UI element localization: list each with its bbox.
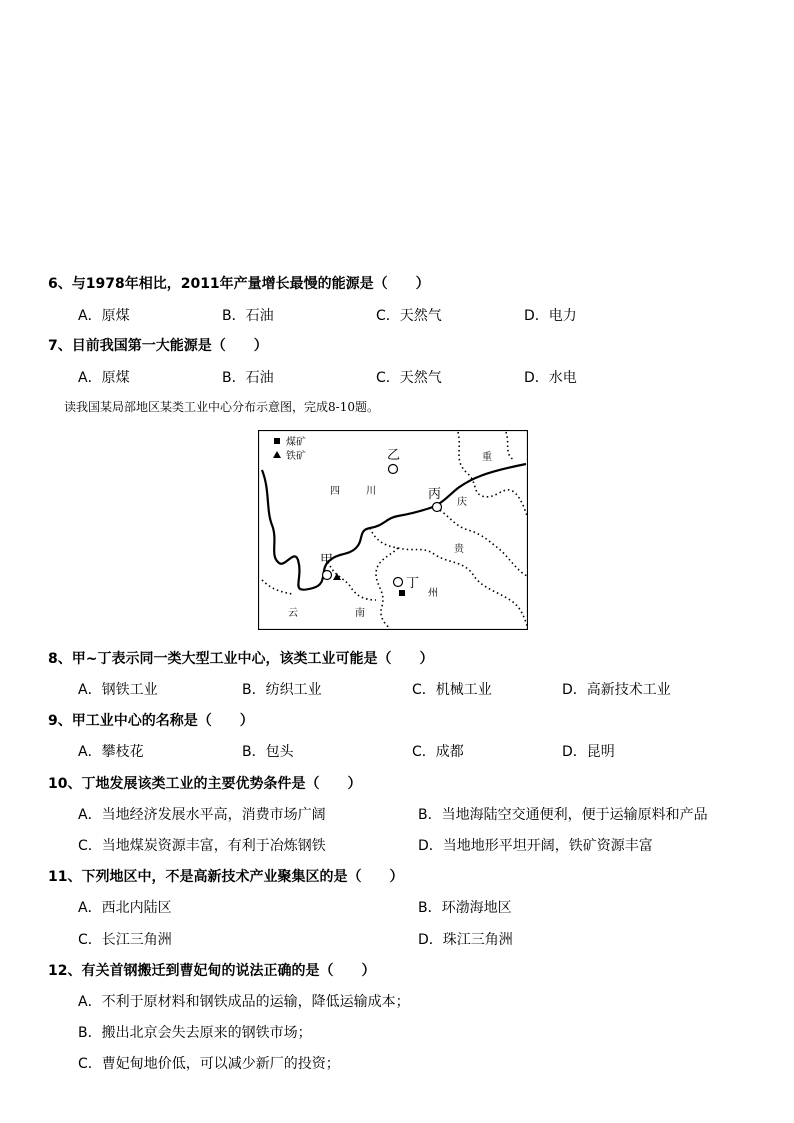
question-12: 12、有关首钢搬迁到曹妃甸的说法正确的是（ ） <box>48 963 376 979</box>
region-chong-label: 重 <box>482 452 492 463</box>
region-si-label: 四 <box>330 486 340 497</box>
q7-option-c[interactable]: C．天然气 <box>376 370 442 386</box>
question-8: 8、甲~丁表示同一类大型工业中心，该类工业可能是（ ） <box>48 651 434 667</box>
q7-option-d[interactable]: D．水电 <box>524 370 577 386</box>
q12-option-c[interactable]: C．曹妃甸地价低，可以减少新厂的投资； <box>78 1056 340 1072</box>
map-intro-text: 读我国某局部地区某类工业中心分布示意图，完成8-10题。 <box>64 400 379 414</box>
legend-coal-label: 煤矿 <box>286 437 306 448</box>
coal-mine-icon <box>399 590 405 596</box>
q10-option-d[interactable]: D．当地地形平坦开阔，铁矿资源丰富 <box>418 838 653 854</box>
region-zhou-label: 州 <box>428 588 438 599</box>
q11-option-a[interactable]: A．西北内陆区 <box>78 900 172 916</box>
q10-option-a[interactable]: A．当地经济发展水平高，消费市场广阔 <box>78 807 326 823</box>
region-nan-label: 南 <box>355 608 365 619</box>
q6-option-d[interactable]: D．电力 <box>524 308 577 324</box>
q7-option-b[interactable]: B．石油 <box>222 370 274 386</box>
point-yi-label: 乙 <box>387 448 401 463</box>
q12-option-a[interactable]: A．不利于原材料和钢铁成品的运输，降低运输成本； <box>78 994 410 1010</box>
point-ding-label: 丁 <box>406 576 420 591</box>
legend-iron-label: 铁矿 <box>286 451 306 462</box>
point-jia-marker <box>323 571 332 580</box>
region-gui-label: 贵 <box>454 544 464 555</box>
q6-option-a[interactable]: A．原煤 <box>78 308 130 324</box>
q9-option-d[interactable]: D．昆明 <box>562 744 615 760</box>
q8-option-d[interactable]: D．高新技术工业 <box>562 682 671 698</box>
point-ding-marker <box>394 578 403 587</box>
point-jia-label: 甲 <box>320 553 334 568</box>
q8-option-a[interactable]: A．钢铁工业 <box>78 682 158 698</box>
question-6: 6、与1978年相比，2011年产量增长最慢的能源是（ ） <box>48 276 430 292</box>
q10-option-c[interactable]: C．当地煤炭资源丰富，有利于冶炼钢铁 <box>78 838 326 854</box>
q12-option-b[interactable]: B．搬出北京会失去原来的钢铁市场； <box>78 1025 312 1041</box>
question-9: 9、甲工业中心的名称是（ ） <box>48 713 254 729</box>
q11-option-c[interactable]: C．长江三角洲 <box>78 932 172 948</box>
point-bing-marker <box>433 503 442 512</box>
question-11: 11、下列地区中，不是高新技术产业聚集区的是（ ） <box>48 869 404 885</box>
q8-option-c[interactable]: C．机械工业 <box>412 682 492 698</box>
region-qing-label: 庆 <box>457 497 467 508</box>
question-7: 7、目前我国第一大能源是（ ） <box>48 338 268 354</box>
q10-option-b[interactable]: B．当地海陆空交通便利，便于运输原料和产品 <box>418 807 708 823</box>
region-chuan-label: 川 <box>366 486 376 497</box>
q11-option-d[interactable]: D．珠江三角洲 <box>418 932 513 948</box>
q9-option-b[interactable]: B．包头 <box>242 744 294 760</box>
question-10: 10、丁地发展该类工业的主要优势条件是（ ） <box>48 776 362 792</box>
q6-option-c[interactable]: C．天然气 <box>376 308 442 324</box>
q11-option-b[interactable]: B．环渤海地区 <box>418 900 512 916</box>
q9-option-c[interactable]: C．成都 <box>412 744 464 760</box>
legend-coal-icon <box>274 438 280 444</box>
q7-option-a[interactable]: A．原煤 <box>78 370 130 386</box>
industrial-center-map <box>258 430 528 630</box>
q9-option-a[interactable]: A．攀枝花 <box>78 744 144 760</box>
q8-option-b[interactable]: B．纺织工业 <box>242 682 322 698</box>
q6-option-b[interactable]: B．石油 <box>222 308 274 324</box>
region-yun-label: 云 <box>288 608 298 619</box>
point-yi-marker <box>389 465 398 474</box>
point-bing-label: 丙 <box>428 487 442 502</box>
